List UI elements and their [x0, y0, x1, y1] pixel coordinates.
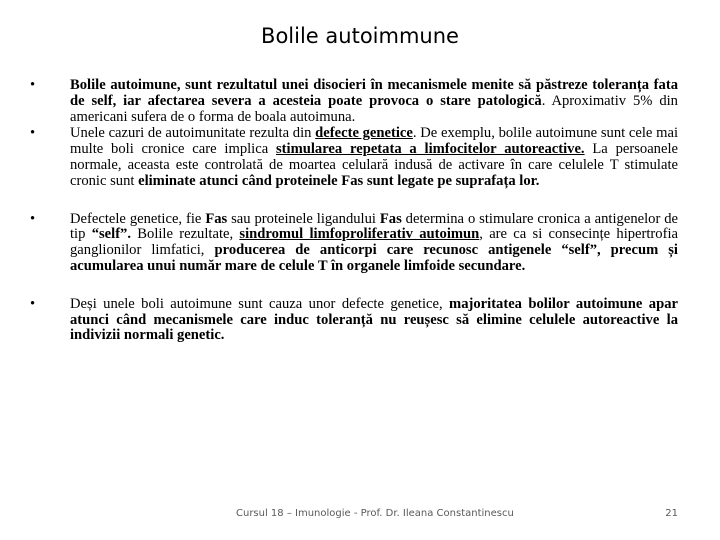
- text-segment: determina o stimulare cronica a antigenelor de tip: [70, 210, 678, 243]
- text-segment: sindromul limfoproliferativ autoimun: [239, 226, 480, 243]
- bullet-marker: •: [30, 295, 36, 312]
- text-segment: Defectele genetice, fie: [70, 210, 206, 227]
- text-segment: “self”.: [91, 226, 132, 243]
- bullet-item: [30, 297, 678, 344]
- bullet-text: [70, 77, 678, 125]
- bullet-text: [70, 296, 678, 344]
- text-segment: . De exemplu, bolile autoimune sunt cele mai multe boli cronice care implica: [70, 125, 678, 158]
- text-segment: , are ca si consecințe hipertrofia ganglionilor limfatici,: [70, 226, 678, 259]
- text-segment: Bolile rezultate,: [131, 226, 240, 243]
- slide-title: Bolile autoimmune: [261, 24, 459, 48]
- footer-course-info: Cursul 18 – Imunologie - Prof. Dr. Ileana Constantinescu: [236, 508, 514, 519]
- text-segment: stimularea repetata a limfocitelor autoreactive.: [276, 141, 585, 158]
- text-segment: Deși unele boli autoimune sunt cauza unor defecte genetice,: [70, 295, 450, 312]
- bullet-marker: •: [30, 210, 36, 227]
- text-segment: Unele cazuri de autoimunitate rezulta din: [70, 125, 316, 142]
- bullet-marker: •: [30, 125, 36, 142]
- text-segment: Fas: [205, 210, 228, 227]
- text-segment: producerea de anticorpi care recunosc antigenele “self”, precum și acumularea unui număr mare de celule T în organele limfoide secundare.: [70, 242, 678, 274]
- bullet-item: [30, 78, 678, 125]
- bullet-text: [70, 125, 678, 188]
- bullet-item: [30, 212, 678, 275]
- bullet-item: [30, 126, 678, 189]
- text-segment: La persoanele normale, aceasta este controlată de moartea celulară indusă de activare în care celulele T stimulate cronic sunt: [70, 141, 678, 189]
- bullet-list: [30, 78, 678, 344]
- text-segment: majoritatea bolilor autoimune apar atunci când mecanismele care induc toleranță nu reușesc să elimine celulele autoreactive la indivizii normali genetic.: [70, 295, 678, 344]
- bullet-marker: •: [30, 77, 36, 93]
- bullet-text: [70, 211, 678, 274]
- text-segment: defecte genetice: [315, 125, 413, 142]
- text-segment: . Aproximativ 5% din americani sufera de o forma de boala autoimuna.: [70, 92, 678, 125]
- text-segment: Fas: [379, 210, 402, 227]
- text-segment: eliminate atunci când proteinele Fas sunt legate pe suprafața lor.: [138, 172, 540, 189]
- text-segment: Bolile autoimune, sunt rezultatul unei disocieri în mecanismele menite să păstreze toleranța fata de self, iar afectarea severa a acesteia poate provoca o stare patologică: [70, 77, 678, 109]
- text-segment: sau proteinele ligandului: [227, 210, 380, 227]
- page-number: 21: [665, 508, 678, 519]
